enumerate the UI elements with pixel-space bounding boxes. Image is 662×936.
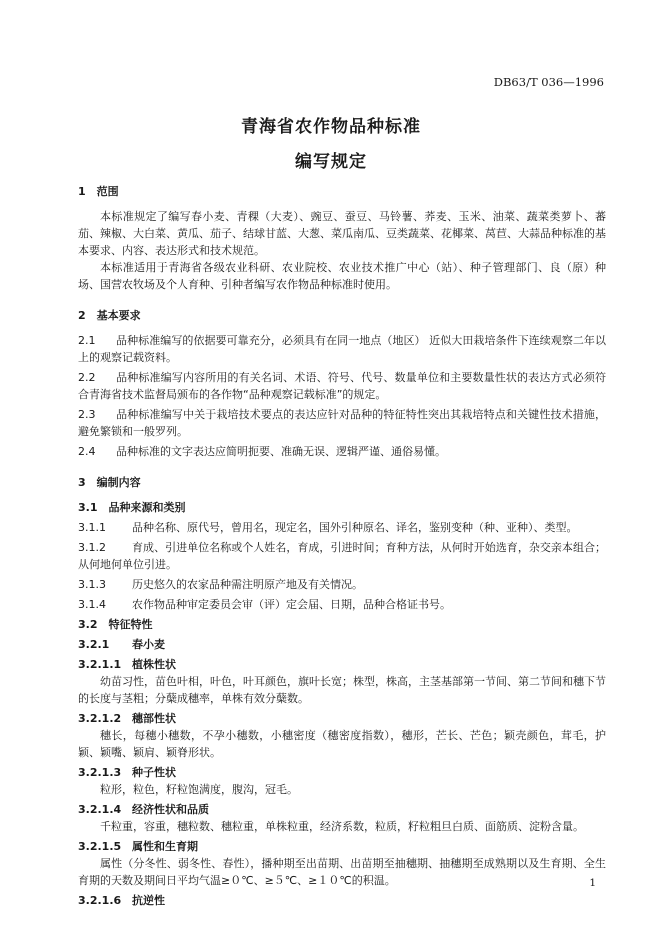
section-heading-scope: 1 范围 (78, 185, 119, 198)
clause-item: 2.3 品种标准编写中关于栽培技术要点的表达应针对品种的特征特性突出其栽培特点和关键性技术措施，避免繁锁和一般罗列。 (78, 408, 606, 438)
section-heading-content: 3 编制内容 (78, 476, 141, 489)
crop-heading: 3.2.1 春小麦 (78, 638, 165, 651)
clause-item: 3.1.2 育成、引进单位名称或个人姓名，育成，引进时间；育种方法，从何时开始选育，杂交亲本组合；从何地何单位引进。 (78, 541, 606, 571)
trait-heading: 3.2.1.2 穗部性状 (78, 712, 176, 725)
subsection-heading: 3.1 品种来源和类别 (78, 501, 186, 514)
trait-heading: 3.2.1.5 属性和生育期 (78, 840, 198, 853)
paragraph: 本标准适用于青海省各级农业科研、农业院校、农业技术推广中心（站）、种子管理部门、良（原）种场、国营农牧场及个人育种、引种者编写农作物品种标准时使用。 (78, 261, 606, 291)
clause-item: 2.1 品种标准编写的依据要可靠充分，必须具有在同一地点（地区） 近似大田栽培条件下连续观察二年以上的观察记载资料。 (78, 334, 606, 364)
trait-heading: 3.2.1.1 植株性状 (78, 658, 176, 671)
document-body (78, 183, 606, 909)
paragraph: 千粒重，容重，穗粒数、穗粒重，单株粒重，经济系数，粒质，籽粒粗旦白质、面筋质、淀粉含量。 (100, 820, 584, 833)
document-title: 青海省农作物品种标准 (241, 117, 421, 137)
clause-item: 2.4 品种标准的文字表达应简明扼要、准确无误、逻辑严谨、通俗易懂。 (78, 445, 446, 458)
trait-heading: 3.2.1.4 经济性状和品质 (78, 803, 209, 816)
clause-item: 3.1.3 历史悠久的农家品种需注明原产地及有关情况。 (78, 578, 363, 591)
paragraph: 本标准规定了编写春小麦、青稞（大麦）、豌豆、蚕豆、马铃薯、荞麦、玉米、油菜、蔬菜类萝卜、蕃茄、辣椒、大白菜、黄瓜、茄子、结球甘蓝、大葱、菜瓜南瓜、豆类蔬菜、花椰菜、莴苣、大蒜品种标准的基本要求、内容、表达形式和技术规范。 (78, 210, 606, 257)
section-heading-requirements: 2 基本要求 (78, 309, 141, 322)
document-subtitle: 编写规定 (295, 152, 367, 172)
paragraph: 属性（分冬性、弱冬性、春性），播种期至出苗期、出苗期至抽穗期、抽穗期至成熟期以及生育期、全生育期的天数及期间日平均气温≥０℃、≥５℃、≥１０℃的积温。 (78, 857, 606, 887)
paragraph: 粒形，粒色，籽粒饱满度，腹沟，冠毛。 (100, 783, 298, 796)
paragraph: 穗长，每穗小穗数，不孕小穗数，小穗密度（穗密度指数），穗形，芒长、芒色；颖壳颜色，茸毛，护颖、颖嘴、颖肩、颖脊形状。 (78, 729, 606, 759)
clause-item: 2.2 品种标准编写内容所用的有关名词、术语、符号、代号、数量单位和主要数量性状的表达方式必须符合青海省技术监督局颁布的各作物“品种观察记载标准”的规定。 (78, 371, 606, 401)
clause-item: 3.1.4 农作物品种审定委员会审（评）定会届、日期，品种合格证书号。 (78, 598, 451, 611)
trait-heading: 3.2.1.6 抗逆性 (78, 894, 165, 907)
standard-code: DB63/T 036—1996 (493, 75, 604, 89)
subsection-heading: 3.2 特征特性 (78, 618, 153, 631)
trait-heading: 3.2.1.3 种子性状 (78, 766, 176, 779)
clause-item: 3.1.1 品种名称、原代号，曾用名，现定名，国外引种原名、译名，鉴别变种（种、亚种）、类型。 (78, 521, 578, 534)
paragraph: 幼苗习性，苗色叶相，叶色，叶耳颜色，旗叶长宽；株型，株高，主茎基部第一节间、第二节间和穗下节的长度与茎粗；分蘖成穗率，单株有效分蘖数。 (78, 675, 606, 705)
page-number: 1 (589, 877, 596, 889)
